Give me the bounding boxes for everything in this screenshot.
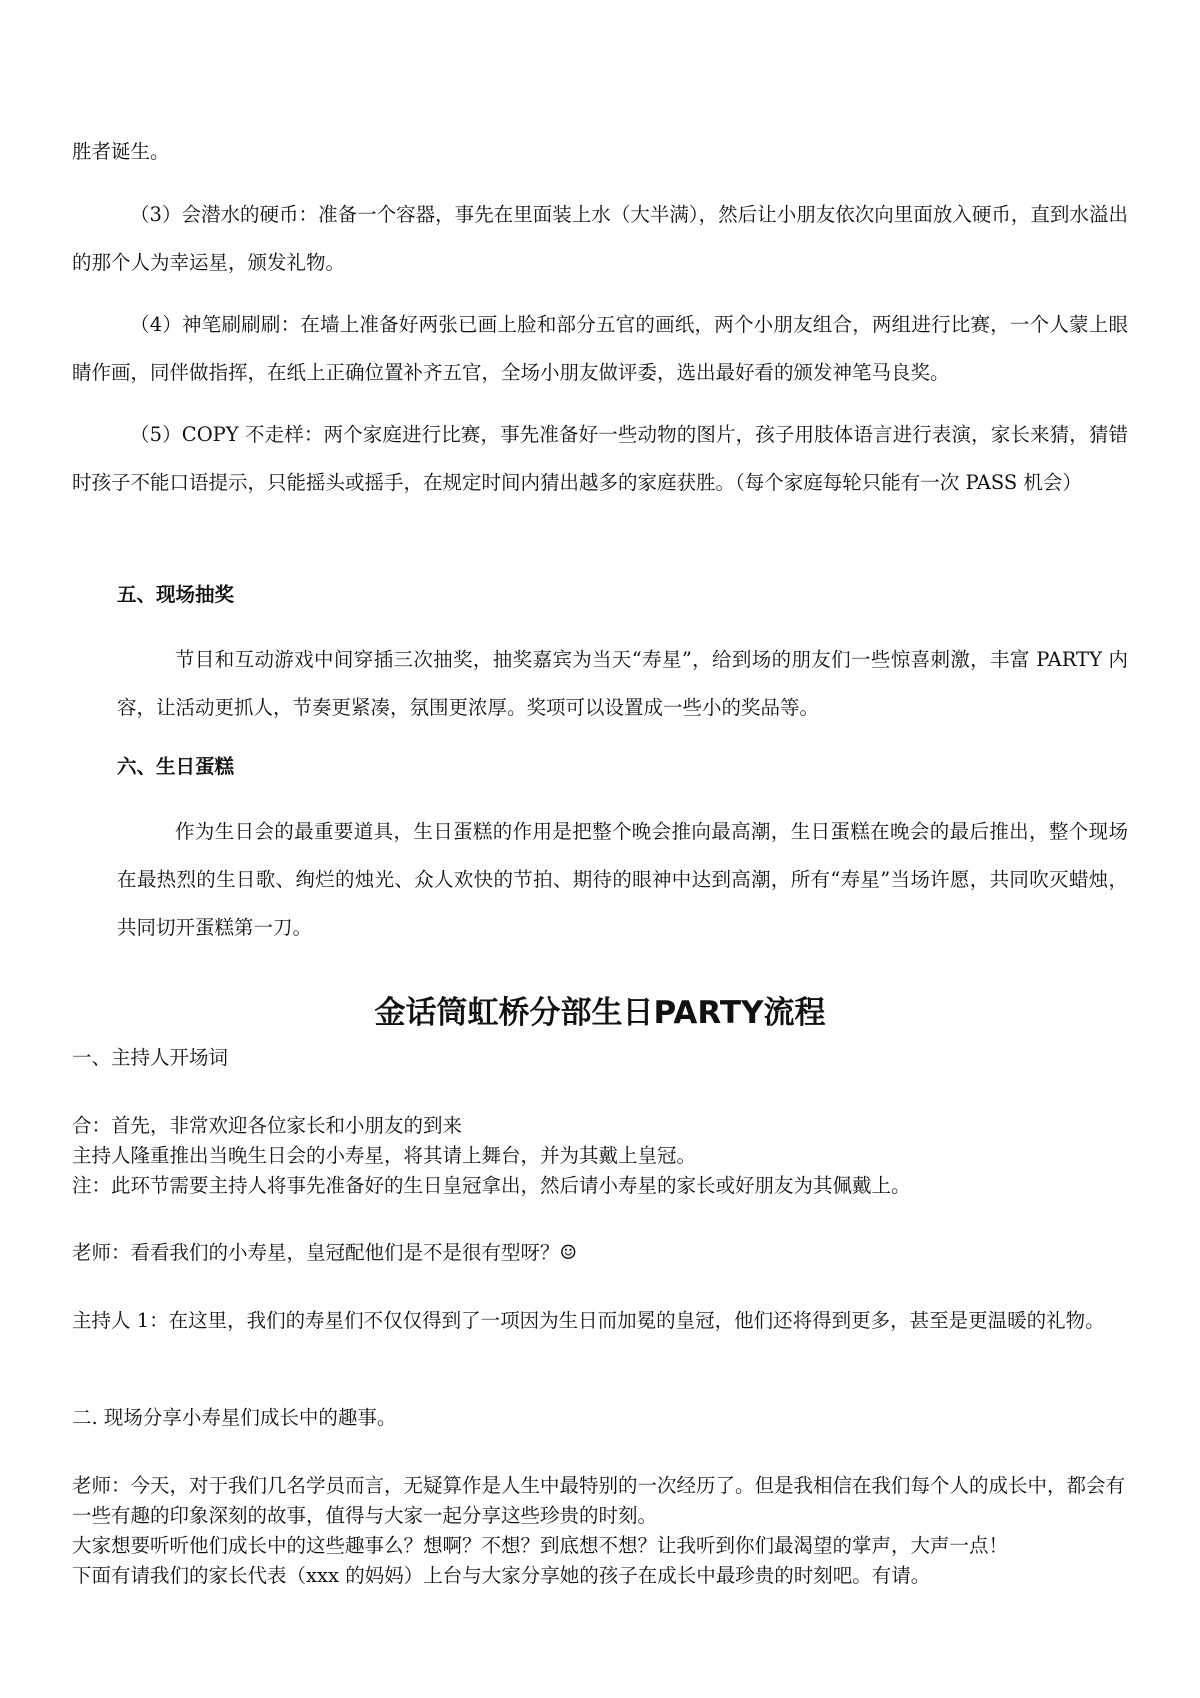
paragraph-game-5: （5）COPY 不走样：两个家庭进行比赛，事先准备好一些动物的图片，孩子用肢体语言进行表演，家长来猜，猜错时孩子不能口语提示，只能摇头或摇手，在规定时间内猜出越多的家庭获胜。（每个家庭每轮只能有一次 PASS 机会）	[72, 423, 1128, 494]
script-line-host-1: 主持人 1：在这里，我们的寿星们不仅仅得到了一项因为生日而加冕的皇冠，他们还将得到更多，甚至是更温暖的礼物。	[72, 1309, 1105, 1332]
script-section-2-title: 二. 现场分享小寿星们成长中的趣事。	[72, 1406, 397, 1429]
script-line-parent-invite: 下面有请我们的家长代表（xxx 的妈妈）上台与大家分享她的孩子在成长中最珍贵的时刻吧。有请。	[72, 1564, 931, 1587]
page-title: 金话筒虹桥分部生日PARTY流程	[374, 995, 826, 1031]
paragraph-cake: 作为生日会的最重要道具，生日蛋糕的作用是把整个晚会推向最高潮，生日蛋糕在晚会的最后推出，整个现场在最热烈的生日歌、绚烂的烛光、众人欢快的节拍、期待的眼神中达到高潮，所有“寿星”当场许愿，共同吹灭蜡烛，共同切开蛋糕第一刀。	[117, 820, 1128, 939]
script-section-1-title: 一、主持人开场词	[72, 1046, 229, 1069]
paragraph-winner: 胜者诞生。	[72, 140, 170, 163]
script-line-welcome: 合：首先，非常欢迎各位家长和小朋友的到来	[72, 1114, 463, 1137]
script-line-teacher-1: 老师：看看我们的小寿星，皇冠配他们是不是很有型呀？☺	[72, 1241, 577, 1264]
script-line-audience: 大家想要听听他们成长中的这些趣事么？想啊？不想？到底想不想？让我听到你们最渴望的掌声，大声一点！	[72, 1534, 1009, 1557]
paragraph-game-4: （4）神笔刷刷刷：在墙上准备好两张已画上脸和部分五官的画纸，两个小朋友组合，两组进行比赛，一个人蒙上眼睛作画，同伴做指挥，在纸上正确位置补齐五官，全场小朋友做评委，选出最好看的颁发神笔马良奖。	[72, 313, 1128, 384]
script-line-note: 注：此环节需要主持人将事先准备好的生日皇冠拿出，然后请小寿星的家长或好朋友为其佩戴上。	[72, 1174, 911, 1197]
script-line-teacher-2: 老师：今天，对于我们几名学员而言，无疑算作是人生中最特别的一次经历了。但是我相信在我们每个人的成长中，都会有一些有趣的印象深刻的故事，值得与大家一起分享这些珍贵的时刻。	[72, 1474, 1126, 1527]
heading-cake: 六、生日蛋糕	[117, 755, 235, 778]
heading-lottery: 五、现场抽奖	[117, 583, 235, 606]
paragraph-lottery: 节目和互动游戏中间穿插三次抽奖，抽奖嘉宾为当天“寿星”，给到场的朋友们一些惊喜刺激，丰富 PARTY 内容，让活动更抓人，节奏更紧凑，氛围更浓厚。奖项可以设置成一些小的奖品等。	[117, 648, 1128, 719]
paragraph-game-3: （3）会潜水的硬币：准备一个容器，事先在里面装上水（大半满），然后让小朋友依次向里面放入硬币，直到水溢出的那个人为幸运星，颁发礼物。	[72, 203, 1128, 274]
script-line-host-intro: 主持人隆重推出当晚生日会的小寿星，将其请上舞台，并为其戴上皇冠。	[72, 1144, 697, 1167]
